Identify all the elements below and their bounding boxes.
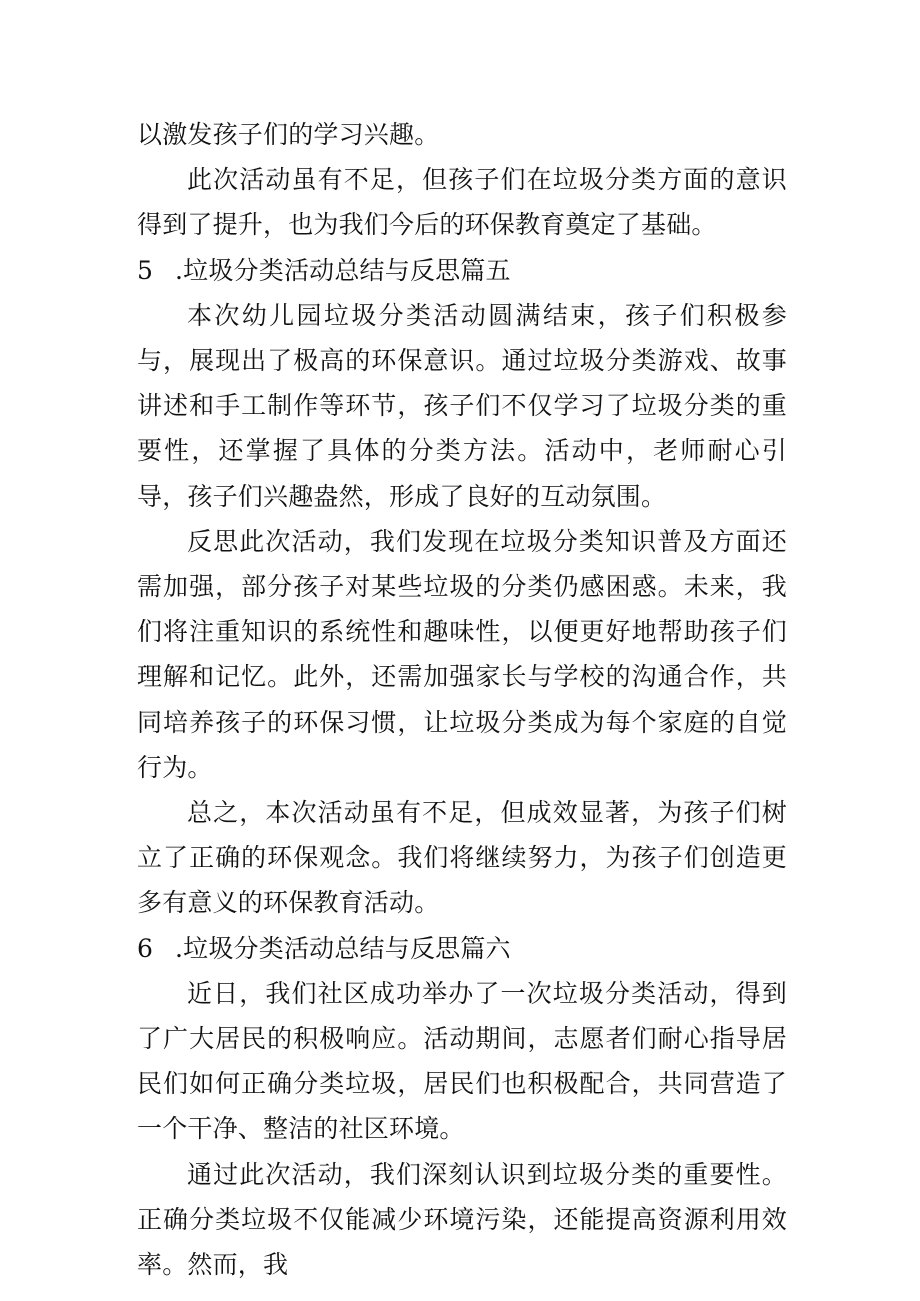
paragraph: 此次活动虽有不足，但孩子们在垃圾分类方面的意识得到了提升，也为我们今后的环保教育奠定了基础。 xyxy=(137,165,787,240)
document-body xyxy=(137,112,787,1287)
section-heading-6 xyxy=(137,926,787,971)
section-number: 5 xyxy=(137,255,154,285)
paragraph: 近日，我们社区成功举办了一次垃圾分类活动，得到了广大居民的积极响应。活动期间，志愿者们耐心指导居民们如何正确分类垃圾，居民们也积极配合，共同营造了一个干净、整洁的社区环境。 xyxy=(137,978,787,1144)
paragraph: 通过此次活动，我们深刻认识到垃圾分类的重要性。正确分类垃圾不仅能减少环境污染，还能提高资源利用效率。然而，我 xyxy=(137,1159,787,1280)
paragraph-continuation: 以激发孩子们的学习兴趣。 xyxy=(137,120,440,149)
paragraph: 本次幼儿园垃圾分类活动圆满结束，孩子们积极参与，展现出了极高的环保意识。通过垃圾分类游戏、故事讲述和手工制作等环节，孩子们不仅学习了垃圾分类的重要性，还掌握了具体的分类方法。活动中，老师耐心引导，孩子们兴趣盎然，形成了良好的互动氛围。 xyxy=(137,300,787,511)
section-title: .垃圾分类活动总结与反思篇五 xyxy=(175,255,511,285)
section-heading-5 xyxy=(137,248,787,293)
section-number: 6 xyxy=(137,933,154,963)
section-title: .垃圾分类活动总结与反思篇六 xyxy=(175,933,511,963)
paragraph: 总之，本次活动虽有不足，但成效显著，为孩子们树立了正确的环保观念。我们将继续努力，为孩子们创造更多有意义的环保教育活动。 xyxy=(137,798,787,918)
paragraph: 反思此次活动，我们发现在垃圾分类知识普及方面还需加强，部分孩子对某些垃圾的分类仍感困惑。未来，我们将注重知识的系统性和趣味性，以便更好地帮助孩子们理解和记忆。此外，还需加强家长与学校的沟通合作，共同培养孩子的环保习惯，让垃圾分类成为每个家庭的自觉行为。 xyxy=(137,526,787,782)
